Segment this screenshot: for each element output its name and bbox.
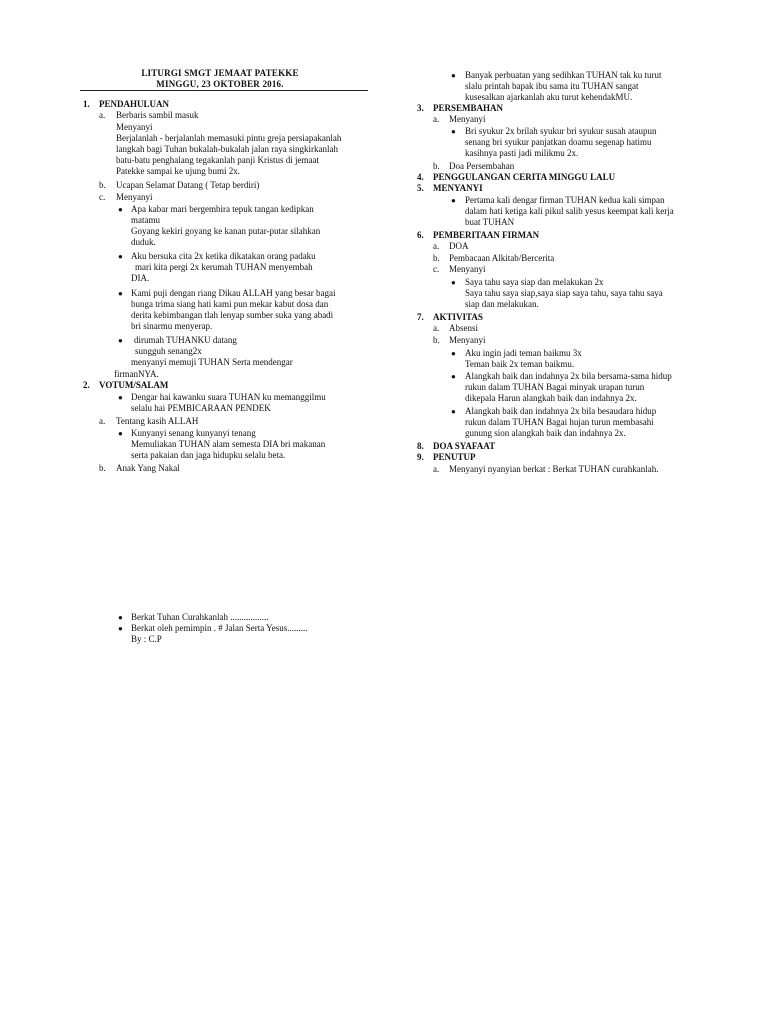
section-title-aktivitas: AKTIVITAS: [433, 312, 483, 322]
section-number: 8.: [417, 441, 424, 451]
section-number: 3.: [417, 103, 424, 113]
song-line: Apa kabar mari bergembira tepuk tangan kedipkan: [131, 204, 314, 214]
sub-label: Doa Persembahan: [449, 161, 515, 171]
bullet-icon: ●: [451, 372, 456, 381]
bullet-icon: ●: [118, 613, 123, 622]
bullet-icon: ●: [451, 278, 456, 287]
song-line: Aku ingin jadi teman baikmu 3x: [465, 348, 582, 358]
section-number: 5.: [417, 183, 424, 193]
song-line: Banyak perbuatan yang sedihkan TUHAN tak ku turut: [465, 70, 662, 80]
section-title-pendahuluan: PENDAHULUAN: [99, 99, 170, 109]
song-line: rukun dalam TUHAN Bagai hujan turun membasahi: [465, 417, 654, 427]
song-line: kusesalkan ajarkanlah aku turut kehendakMU.: [465, 92, 633, 102]
document-date: MINGGU, 23 OKTOBER 2016.: [156, 79, 284, 89]
song-line: dalam hati ketiga kali pikul salib yesus keempat kali kerja: [465, 206, 674, 216]
section-title-votum: VOTUM/SALAM: [99, 380, 169, 390]
closing-line: Berkat Tuhan Curahkanlah .................: [131, 612, 269, 622]
song-line: Aku bersuka cita 2x ketika dikatakan orang padaku: [131, 251, 316, 261]
bullet-icon: ●: [451, 349, 456, 358]
song-line: mari kita pergi 2x kerumah TUHAN menyembah: [135, 262, 313, 272]
section-number: 2.: [83, 380, 90, 390]
bullet-icon: ●: [118, 624, 123, 633]
section-number: 6.: [417, 230, 424, 240]
title-divider: [80, 90, 368, 91]
sub-marker: b.: [433, 161, 440, 171]
song-line: sungguh senang2x: [135, 346, 202, 356]
song-line: gunung sion alangkah baik dan indahnya 2x.: [465, 428, 626, 438]
song-line: derita kebimbangan tlah lenyap sumber suka yang abadi: [131, 310, 334, 320]
song-line: senang bri syukur panjatkan doamu segenap hatimu: [465, 137, 652, 147]
bullet-icon: ●: [118, 393, 123, 402]
bullet-icon: ●: [118, 205, 123, 214]
sub-marker: a.: [433, 464, 440, 474]
bullet-icon: ●: [451, 407, 456, 416]
sub-label: Tentang kasih ALLAH: [116, 416, 199, 426]
song-line: Memuliakan TUHAN alam semesta DIA bri makanan: [131, 439, 326, 449]
song-line: Teman baik 2x teman baikmu.: [465, 359, 575, 369]
song-line: Alangkah baik dan indahnya 2x bila besaudara hidup: [465, 406, 657, 416]
bullet-icon: ●: [118, 289, 123, 298]
song-line: kasihnya pasti jadi milikmu 2x.: [465, 148, 579, 158]
song-line: bri sinarmu menyerap.: [131, 321, 213, 331]
sub-marker: b.: [433, 335, 440, 345]
sub-label: Menyanyi: [449, 114, 486, 124]
song-line: Saya tahu saya siap dan melakukan 2x: [465, 277, 604, 287]
song-line: DIA.: [131, 273, 150, 283]
song-line: Saya tahu saya siap,saya siap saya tahu, saya tahu saya: [465, 288, 663, 298]
song-line: bunga trima siang hati kami pun mekar kabut dosa dan: [131, 299, 329, 309]
song-line: matamu: [131, 215, 160, 225]
sub-marker: b.: [99, 463, 106, 473]
song-line: Bri syukur 2x brilah syukur bri syukur susah ataupun: [465, 126, 657, 136]
sub-marker: b.: [99, 180, 106, 190]
section-number: 1.: [83, 99, 90, 109]
song-line: langkah bagi Tuhan bukalah-bukalah jalan raya singkirkanlah: [116, 144, 338, 154]
section-title-persembahan: PERSEMBAHAN: [433, 103, 504, 113]
section-title-penutup: PENUTUP: [433, 452, 476, 462]
sub-marker: a.: [433, 241, 440, 251]
song-line: rukun dalam TUHAN Bagai minyak urapan turun: [465, 382, 645, 392]
song-line: menyanyi memuji TUHAN Serta mendengar: [131, 357, 293, 367]
bullet-icon: ●: [451, 127, 456, 136]
section-number: 7.: [417, 312, 424, 322]
bullet-icon: ●: [451, 196, 456, 205]
sub-label: DOA: [449, 241, 469, 251]
bullet-icon: ●: [118, 429, 123, 438]
song-line: siap dan melakukan.: [465, 299, 539, 309]
song-line: Goyang kekiri goyang ke kanan putar-putar silahkan: [131, 226, 321, 236]
section-number: 9.: [417, 452, 424, 462]
song-line: Kami puji dengan riang Dikau ALLAH yang besar bagai: [131, 288, 336, 298]
song-line: Kunyanyi senang kunyanyi tenang: [131, 428, 256, 438]
author-credit: By : C.P: [131, 634, 162, 644]
section-number: 4.: [417, 172, 424, 182]
closing-line: Berkat oleh pemimpin . # Jalan Serta Yesus.........: [131, 623, 308, 633]
song-line: slalu printah bapak ibu sama itu TUHAN sangat: [465, 81, 639, 91]
song-line: Berjalanlah - berjalanlah memasuki pintu greja persiapakanlah: [116, 133, 342, 143]
song-line: Dengar hai kawanku suara TUHAN ku memanggilmu: [131, 392, 326, 402]
song-line: serta pakaian dan jaga hidupku selalu beta.: [131, 450, 286, 460]
sub-marker: a.: [433, 323, 440, 333]
song-line: Pertama kali dengar firman TUHAN kedua kali simpan: [465, 195, 665, 205]
song-line: Alangkah baik dan indahnya 2x bila bersama-sama hidup: [465, 371, 672, 381]
sub-marker: c.: [433, 264, 440, 274]
sub-label: Menyanyi: [449, 264, 486, 274]
sub-label: Pembacaan Alkitab/Bercerita: [449, 253, 555, 263]
bullet-icon: ●: [451, 71, 456, 80]
section-title-penggulangan: PENGGULANGAN CERITA MINGGU LALU: [433, 172, 616, 182]
section-title-doa-syafaat: DOA SYAFAAT: [433, 441, 496, 451]
bullet-icon: ●: [118, 252, 123, 261]
document-title: LITURGI SMGT JEMAAT PATEKKE: [141, 68, 299, 78]
sub-marker: c.: [99, 192, 106, 202]
bullet-icon: ●: [118, 336, 123, 345]
song-line: dirumah TUHANKU datang: [134, 335, 237, 345]
song-line: dikepala Harun alangkah baik dan indahnya 2x.: [465, 393, 637, 403]
section-title-menyanyi: MENYANYI: [433, 183, 483, 193]
sub-marker: a.: [99, 110, 106, 120]
song-line: batu-batu penghalang tegakanlah panji Kristus di jemaat: [116, 155, 319, 165]
sub-marker: a.: [99, 416, 106, 426]
song-line: Menyanyi: [116, 122, 153, 132]
song-line: buat TUHAN: [465, 217, 515, 227]
sub-label: Menyanyi: [116, 192, 153, 202]
song-line: firmanNYA.: [114, 369, 159, 379]
sub-label: Menyanyi nyanyian berkat : Berkat TUHAN curahkanlah.: [449, 464, 659, 474]
sub-label: Ucapan Selamat Datang ( Tetap berdiri): [116, 180, 260, 190]
sub-marker: a.: [433, 114, 440, 124]
song-line: Patekke sampai ke ujung bumi 2x.: [116, 166, 240, 176]
section-title-pemberitaan: PEMBERITAAN FIRMAN: [433, 230, 540, 240]
sub-label: Anak Yang Nakal: [116, 463, 180, 473]
sub-label: Berbaris sambil masuk: [116, 110, 199, 120]
sub-marker: b.: [433, 253, 440, 263]
sub-label: Absensi: [449, 323, 478, 333]
song-line: selalu hai PEMBICARAAN PENDEK: [131, 403, 271, 413]
sub-label: Menyanyi: [449, 335, 486, 345]
song-line: duduk.: [131, 237, 156, 247]
